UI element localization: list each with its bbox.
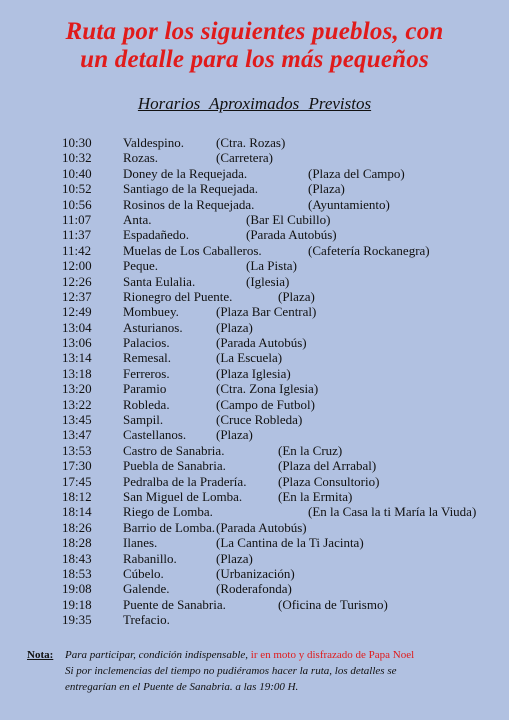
schedule-row xyxy=(62,304,492,319)
schedule-place: Anta. xyxy=(123,211,152,227)
schedule-row xyxy=(62,412,492,427)
schedule-row xyxy=(62,166,492,181)
schedule-row xyxy=(62,135,492,150)
schedule-place: Puebla de Sanabria. xyxy=(123,458,226,474)
schedule-location: (Ctra. Rozas) xyxy=(216,135,286,150)
schedule-place: Galende. xyxy=(123,581,170,597)
schedule-row xyxy=(62,489,492,504)
schedule-place: Ilanes. xyxy=(123,535,158,551)
note-line-1 xyxy=(65,647,495,663)
schedule-row xyxy=(62,397,492,412)
schedule-time: 18:53 xyxy=(62,565,92,581)
subtitle: Horarios Aproximados Previstos xyxy=(137,94,372,113)
schedule-row xyxy=(62,520,492,535)
schedule-place: Ferreros. xyxy=(123,365,170,381)
note-line-2: Si por inclemencias del tiempo no pudiéramos hacer la ruta, los detalles se xyxy=(65,665,397,677)
schedule-row xyxy=(62,289,492,304)
schedule-place: Rionegro del Puente. xyxy=(123,288,233,304)
schedule-time: 18:26 xyxy=(62,519,92,535)
schedule-location: (Plaza Consultorio) xyxy=(278,473,380,489)
schedule-place: Rozas. xyxy=(123,150,159,166)
schedule-row xyxy=(62,227,492,242)
schedule-time: 17:45 xyxy=(62,473,92,489)
schedule-location: (Ayuntamiento) xyxy=(308,196,390,212)
schedule-location: (Plaza del Campo) xyxy=(308,165,405,181)
schedule-location: (Plaza Iglesia) xyxy=(216,365,291,381)
schedule-location: (Parada Autobús) xyxy=(216,335,307,351)
note-line-3: entregarían en el Puente de Sanabria. a las 19:00 H. xyxy=(65,681,299,693)
schedule-location: (La Cantina de la Ti Jacinta) xyxy=(216,535,364,551)
schedule-location: (Plaza del Arrabal) xyxy=(278,458,377,474)
schedule-row xyxy=(62,197,492,212)
schedule-place: Palacios. xyxy=(123,335,170,351)
schedule-time: 13:22 xyxy=(62,396,92,412)
schedule-time: 10:56 xyxy=(62,196,92,212)
schedule-row xyxy=(62,458,492,473)
schedule-place: Barrio de Lomba. xyxy=(123,519,216,535)
schedule-location: (Campo de Futbol) xyxy=(216,396,315,412)
schedule-time: 13:47 xyxy=(62,427,92,443)
schedule-row xyxy=(62,612,492,627)
schedule-place: Muelas de Los Caballeros. xyxy=(123,242,262,258)
schedule-time: 18:12 xyxy=(62,488,92,504)
schedule-time: 13:20 xyxy=(62,381,92,397)
schedule-time: 10:40 xyxy=(62,165,92,181)
schedule-row xyxy=(62,581,492,596)
schedule-location: (Plaza) xyxy=(278,288,315,304)
schedule-time: 18:28 xyxy=(62,535,92,551)
schedule-location: (En la Cruz) xyxy=(278,442,343,458)
schedule-location: (Bar El Cubillo) xyxy=(246,211,331,227)
schedule-row xyxy=(62,597,492,612)
schedule-place: Remesal. xyxy=(123,350,172,366)
schedule-place: Paramio xyxy=(123,381,167,397)
note-condition-text: Para participar, condición indispensable, xyxy=(65,649,251,661)
schedule-row xyxy=(62,381,492,396)
schedule-location: (Roderafonda) xyxy=(216,581,292,597)
poster-title xyxy=(0,18,509,74)
note-body xyxy=(65,647,495,695)
schedule-time: 11:07 xyxy=(62,211,92,227)
schedule-location: (La Pista) xyxy=(246,258,297,274)
schedule-location: (Plaza) xyxy=(216,427,253,443)
schedule-place: Asturianos. xyxy=(123,319,183,335)
schedule-time: 13:14 xyxy=(62,350,92,366)
title-line-1: Ruta por los siguientes pueblos, con xyxy=(65,18,444,45)
schedule-row xyxy=(62,474,492,489)
schedule-location: (En la Ermita) xyxy=(278,488,353,504)
schedule-time: 19:35 xyxy=(62,612,92,628)
schedule-time: 13:04 xyxy=(62,319,92,335)
schedule-location: (En la Casa la ti María la Viuda) xyxy=(308,504,477,520)
schedule-place: Castellanos. xyxy=(123,427,187,443)
schedule-time: 10:52 xyxy=(62,181,92,197)
schedule-place: Santa Eulalia. xyxy=(123,273,196,289)
schedule-row xyxy=(62,258,492,273)
schedule-time: 18:14 xyxy=(62,504,92,520)
schedule-location: (Plaza) xyxy=(308,181,345,197)
schedule-row xyxy=(62,150,492,165)
schedule-row xyxy=(62,350,492,365)
schedule-row xyxy=(62,366,492,381)
schedule-row xyxy=(62,243,492,258)
schedule-list xyxy=(62,135,492,628)
schedule-place: Santiago de la Requejada. xyxy=(123,181,259,197)
schedule-row xyxy=(62,443,492,458)
schedule-time: 19:08 xyxy=(62,581,92,597)
schedule-time: 12:37 xyxy=(62,288,92,304)
schedule-row xyxy=(62,551,492,566)
schedule-row xyxy=(62,535,492,550)
schedule-place: Espadañedo. xyxy=(123,227,190,243)
schedule-location: (Parada Autobús) xyxy=(246,227,337,243)
schedule-row xyxy=(62,274,492,289)
schedule-time: 18:43 xyxy=(62,550,92,566)
schedule-row xyxy=(62,212,492,227)
schedule-row xyxy=(62,181,492,196)
schedule-time: 11:42 xyxy=(62,242,92,258)
schedule-row xyxy=(62,566,492,581)
schedule-time: 13:06 xyxy=(62,335,92,351)
schedule-location: (La Escuela) xyxy=(216,350,283,366)
schedule-location: (Plaza) xyxy=(216,319,253,335)
schedule-time: 17:30 xyxy=(62,458,92,474)
schedule-place: Doney de la Requejada. xyxy=(123,165,248,181)
schedule-place: Puente de Sanabria. xyxy=(123,596,226,612)
schedule-time: 19:18 xyxy=(62,596,92,612)
schedule-location: (Iglesia) xyxy=(246,273,290,289)
schedule-location: (Ctra. Zona Iglesia) xyxy=(216,381,319,397)
schedule-location: (Plaza Bar Central) xyxy=(216,304,317,320)
schedule-place: Rosinos de la Requejada. xyxy=(123,196,255,212)
schedule-time: 13:53 xyxy=(62,442,92,458)
schedule-time: 12:00 xyxy=(62,258,92,274)
schedule-location: (Cafetería Rockanegra) xyxy=(308,242,430,258)
schedule-place: Mombuey. xyxy=(123,304,179,320)
schedule-place: Sampil. xyxy=(123,412,164,428)
schedule-place: Trefacio. xyxy=(123,612,170,628)
schedule-place: Castro de Sanabria. xyxy=(123,442,225,458)
schedule-location: (Oficina de Turismo) xyxy=(278,596,388,612)
title-line-2: un detalle para los más pequeños xyxy=(80,46,429,73)
schedule-place: San Miguel de Lomba. xyxy=(123,488,243,504)
schedule-place: Cúbelo. xyxy=(123,565,164,581)
note-label: Nota: xyxy=(27,649,54,661)
schedule-row xyxy=(62,504,492,519)
schedule-time: 12:26 xyxy=(62,273,92,289)
schedule-place: Robleda. xyxy=(123,396,170,412)
schedule-time: 13:18 xyxy=(62,365,92,381)
schedule-time: 13:45 xyxy=(62,412,92,428)
schedule-time: 11:37 xyxy=(62,227,92,243)
schedule-time: 12:49 xyxy=(62,304,92,320)
schedule-place: Rabanillo. xyxy=(123,550,177,566)
schedule-place: Pedralba de la Pradería. xyxy=(123,473,247,489)
schedule-place: Peque. xyxy=(123,258,159,274)
schedule-location: (Parada Autobús) xyxy=(216,519,307,535)
schedule-row xyxy=(62,320,492,335)
schedule-location: (Carretera) xyxy=(216,150,274,166)
schedule-location: (Plaza) xyxy=(216,550,253,566)
schedule-location: (Urbanización) xyxy=(216,565,295,581)
schedule-row xyxy=(62,335,492,350)
schedule-time: 10:30 xyxy=(62,135,92,150)
schedule-row xyxy=(62,427,492,442)
schedule-location: (Cruce Robleda) xyxy=(216,412,303,428)
schedule-place: Riego de Lomba. xyxy=(123,504,213,520)
schedule-time: 10:32 xyxy=(62,150,92,166)
schedule-place: Valdespino. xyxy=(123,135,185,150)
note-highlight: ir en moto y disfrazado de Papa Noel xyxy=(250,649,415,661)
